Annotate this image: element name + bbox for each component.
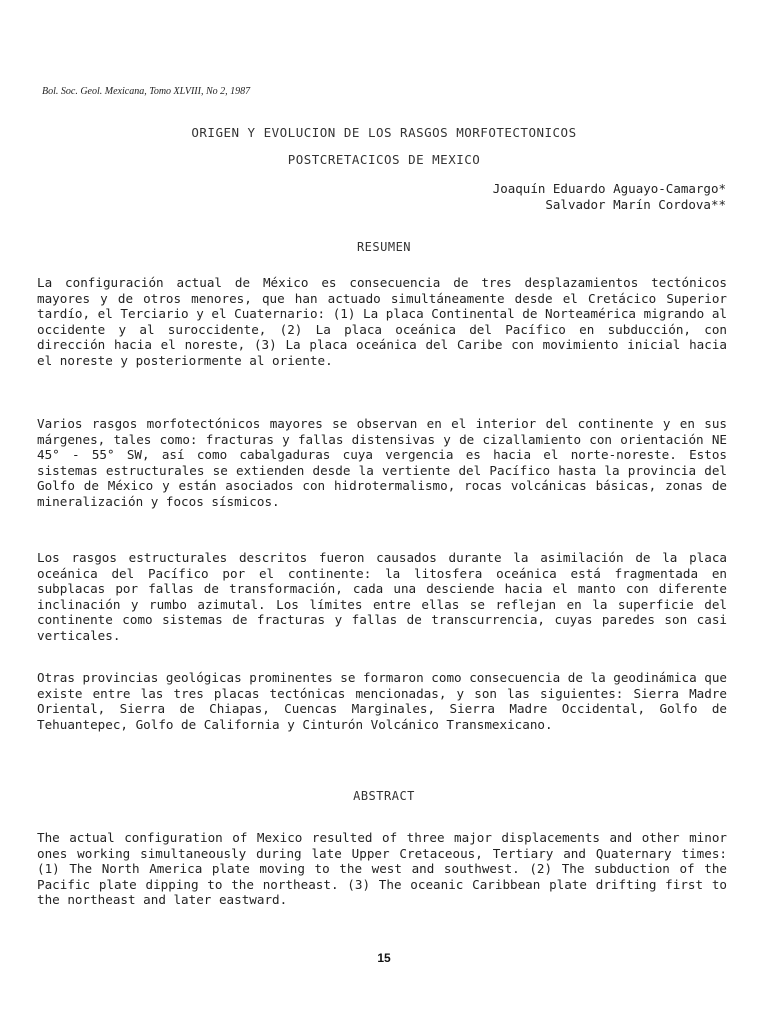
author-block [493, 181, 726, 213]
abstract-paragraph: The actual configuration of Mexico resulted of three major displacements and other minor ones working simultaneously during late Upper Cretaceous, Tertiary and Quaternary times: (1) The North America plate moving to the west and southwest. (2) The subduction of the Pacific plate dipping to the northeast. (3) The oceanic Caribbean plate drifting first to the northeast and later eastward. [37, 830, 727, 907]
abstract-heading: ABSTRACT [353, 789, 415, 803]
article-title-line1: ORIGEN Y EVOLUCION DE LOS RASGOS MORFOTECTONICOS [191, 125, 577, 140]
resumen-paragraph-2: Varios rasgos morfotectónicos mayores se observan en el interior del continente y en sus márgenes, tales como: fracturas y fallas distensivas y de cizallamiento con orientación NE 45° - 55° SW, así como cabalgaduras cuya vergencia es hacia el norte-noreste. Estos sistemas estructurales se extienden desde la vertiente del Pacífico hasta la provincia del Golfo de México y están asociados con hidrotermalismo, rocas volcánicas básicas, zonas de mineralización y focos sísmicos. [37, 416, 727, 509]
author-1: Joaquín Eduardo Aguayo-Camargo* [492, 181, 726, 196]
author-2: Salvador Marín Cordova** [545, 197, 726, 212]
article-title-line2: POSTCRETACICOS DE MEXICO [287, 152, 481, 167]
resumen-paragraph-3: Los rasgos estructurales descritos fueron causados durante la asimilación de la placa oceánica del Pacífico por el continente: la litosfera oceánica está fragmentada en subplacas por fallas de transformación, cada una desciende hacia el manto con diferente inclinación y rumbo azimutal. Los límites entre ellas se reflejan en la superficie del continente como sistemas de fracturas y fallas de transcurrencia, cuyas paredes son casi verticales. [37, 550, 727, 643]
resumen-paragraph-1: La configuración actual de México es consecuencia de tres desplazamientos tectónicos mayores y de otros menores, que han actuado simultáneamente desde el Cretácico Superior tardío, el Terciario y el Cuaternario: (1) La placa Continental de Norteamérica migrando al occidente y al suroccidente, (2) La placa oceánica del Pacífico en subducción, con dirección hacia el noreste, (3) La placa oceánica del Caribe con movimiento inicial hacia el noreste y posteriormente al oriente. [37, 275, 727, 368]
journal-citation: Bol. Soc. Geol. Mexicana, Tomo XLVIII, No 2, 1987 [42, 86, 251, 97]
page-number: 15 [377, 951, 391, 965]
resumen-paragraph-4: Otras provincias geológicas prominentes se formaron como consecuencia de la geodinámica que existe entre las tres placas tectónicas mencionadas, y son las siguientes: Sierra Madre Oriental, Sierra de Chiapas, Cuencas Marginales, Sierra Madre Occidental, Golfo de Tehuantepec, Golfo de California y Cinturón Volcánico Transmexicano. [37, 670, 727, 732]
resumen-heading: RESUMEN [356, 240, 412, 254]
